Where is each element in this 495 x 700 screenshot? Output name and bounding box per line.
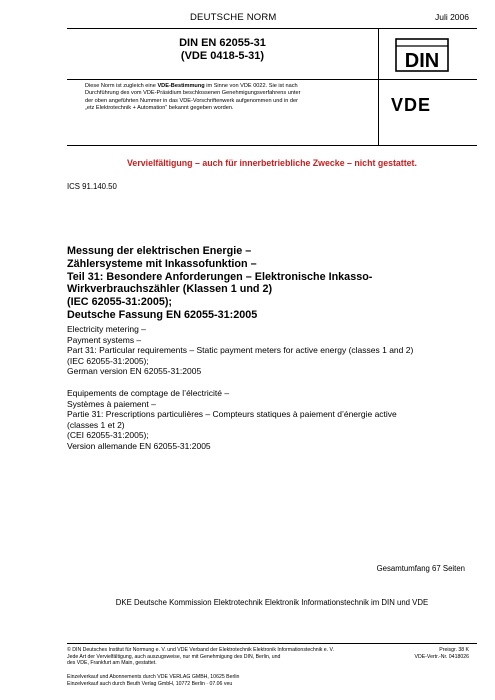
standard-type-label: DEUTSCHE NORM bbox=[190, 12, 277, 23]
german-title: Messung der elektrischen Energie – Zählersysteme mit Inkassofunktion – Teil 31: Besondere Anforderungen – Elektronische Inkasso- Wirkverbrauchszähler (Klassen 1 und 2) (IEC 62055-31:2005); Deutsche Fassung EN 62055-31:2005 bbox=[67, 245, 373, 321]
sales-info: Einzelverkauf und Abonnements durch VDE VERLAG GMBH, 10625 Berlin Einzelverkauf auch durch Beuth Verlag GmbH, 10772 Berlin · 07.06 veu bbox=[67, 674, 240, 687]
total-pages: Gesamtumfang 67 Seiten bbox=[376, 564, 465, 573]
vde-classification-number: (VDE 0418-5-31) bbox=[180, 50, 265, 62]
issue-date: Juli 2006 bbox=[434, 12, 469, 22]
order-number: VDE-Vertr.-Nr. 0418026 bbox=[414, 653, 469, 660]
document-number: DIN EN 62055-31 bbox=[179, 37, 266, 49]
vde-logo: VDE bbox=[391, 95, 432, 115]
footer-divider bbox=[67, 643, 477, 644]
din-logo-text: DIN bbox=[404, 50, 440, 72]
french-title: Equipements de comptage de l’électricité – Systèmes à paiement – Partie 31: Prescriptions particulières – Compteurs statiques à paiement d’énergie active (classes 1 et 2) (CEI 62055-31:2005); Version allemande EN 62055-31:2005 bbox=[67, 388, 397, 451]
vde-regulation-note: Diese Norm ist zugleich eine VDE-Bestimmung im Sinne von VDE 0022. Sie ist nach Durchführung des vom VDE-Präsidium beschlossenen Genehmigungsverfahrens unter der oben angeführten Nummer in das VDE-Vorschriftenwerk aufgenommen und in der „etz Elektrotechnik + Automation“ bekannt gegeben worden. bbox=[85, 83, 301, 112]
din-logo bbox=[395, 38, 449, 72]
copyright-notice: © DIN Deutsches Institut für Normung e. V. und VDE Verband der Elektrotechnik Elektronik Informationstechnik e. V. Jede Art der Vervielfältigung, auch auszugsweise, nur mit Genehmigung des DIN, Berlin, und des VDE, Frankfurt am Main, gestattet. bbox=[67, 647, 334, 666]
price-group: Preisgr. 38 K bbox=[439, 647, 469, 653]
reproduction-notice: Vervielfältigung – auch für innerbetriebliche Zwecke – nicht gestattet. bbox=[127, 158, 417, 168]
dke-commission: DKE Deutsche Kommission Elektrotechnik Elektronik Informationstechnik im DIN und VDE bbox=[115, 598, 429, 607]
ics-code: ICS 91.140.50 bbox=[67, 182, 117, 191]
divider-vertical bbox=[378, 29, 379, 145]
price-info bbox=[415, 647, 470, 660]
title-block bbox=[67, 28, 477, 146]
divider-horizontal bbox=[67, 79, 477, 80]
english-title: Electricity metering – Payment systems – Part 31: Particular requirements – Static payment meters for active energy (classes 1 and 2) (IEC 62055-31:2005); German version EN 62055-31:2005 bbox=[67, 324, 414, 377]
